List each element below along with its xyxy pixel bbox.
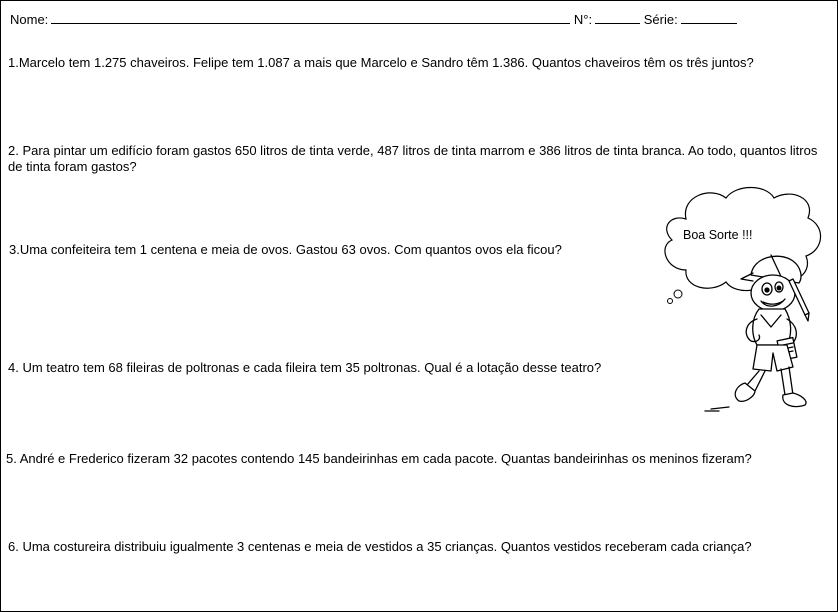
- question-6: 6. Uma costureira distribuiu igualmente 3 centenas e meia de vestidos a 35 crianças. Quantos vestidos receberam cada criança?: [8, 539, 752, 554]
- question-4: 4. Um teatro tem 68 fileiras de poltronas e cada fileira tem 35 poltronas. Qual é a lotação desse teatro?: [8, 360, 602, 375]
- question-2: 2. Para pintar um edifício foram gastos 650 litros de tinta verde, 487 litros de tinta marrom e 386 litros de tinta branca. Ao todo, quantos litros de tinta foram gastos?: [8, 143, 818, 174]
- grade-label: Série:: [643, 12, 678, 27]
- grade-blank[interactable]: [681, 11, 737, 24]
- name-blank[interactable]: [51, 11, 570, 24]
- question-3: 3.Uma confeiteira tem 1 centena e meia de ovos. Gastou 63 ovos. Com quantos ovos ela ficou?: [9, 242, 562, 257]
- question-1: 1.Marcelo tem 1.275 chaveiros. Felipe tem 1.087 a mais que Marcelo e Sandro têm 1.386. Quantos chaveiros têm os três juntos?: [8, 55, 754, 70]
- number-blank[interactable]: [595, 11, 640, 24]
- question-5: 5. André e Frederico fizeram 32 pacotes contendo 145 bandeirinhas em cada pacote. Quantas bandeirinhas os meninos fizeram?: [6, 451, 752, 466]
- name-label: Nome:: [10, 12, 49, 27]
- number-label: N°:: [573, 12, 593, 27]
- speech-text: Boa Sorte !!!: [683, 228, 753, 242]
- cartoon-boy-icon: [701, 245, 831, 415]
- student-header: [10, 11, 737, 28]
